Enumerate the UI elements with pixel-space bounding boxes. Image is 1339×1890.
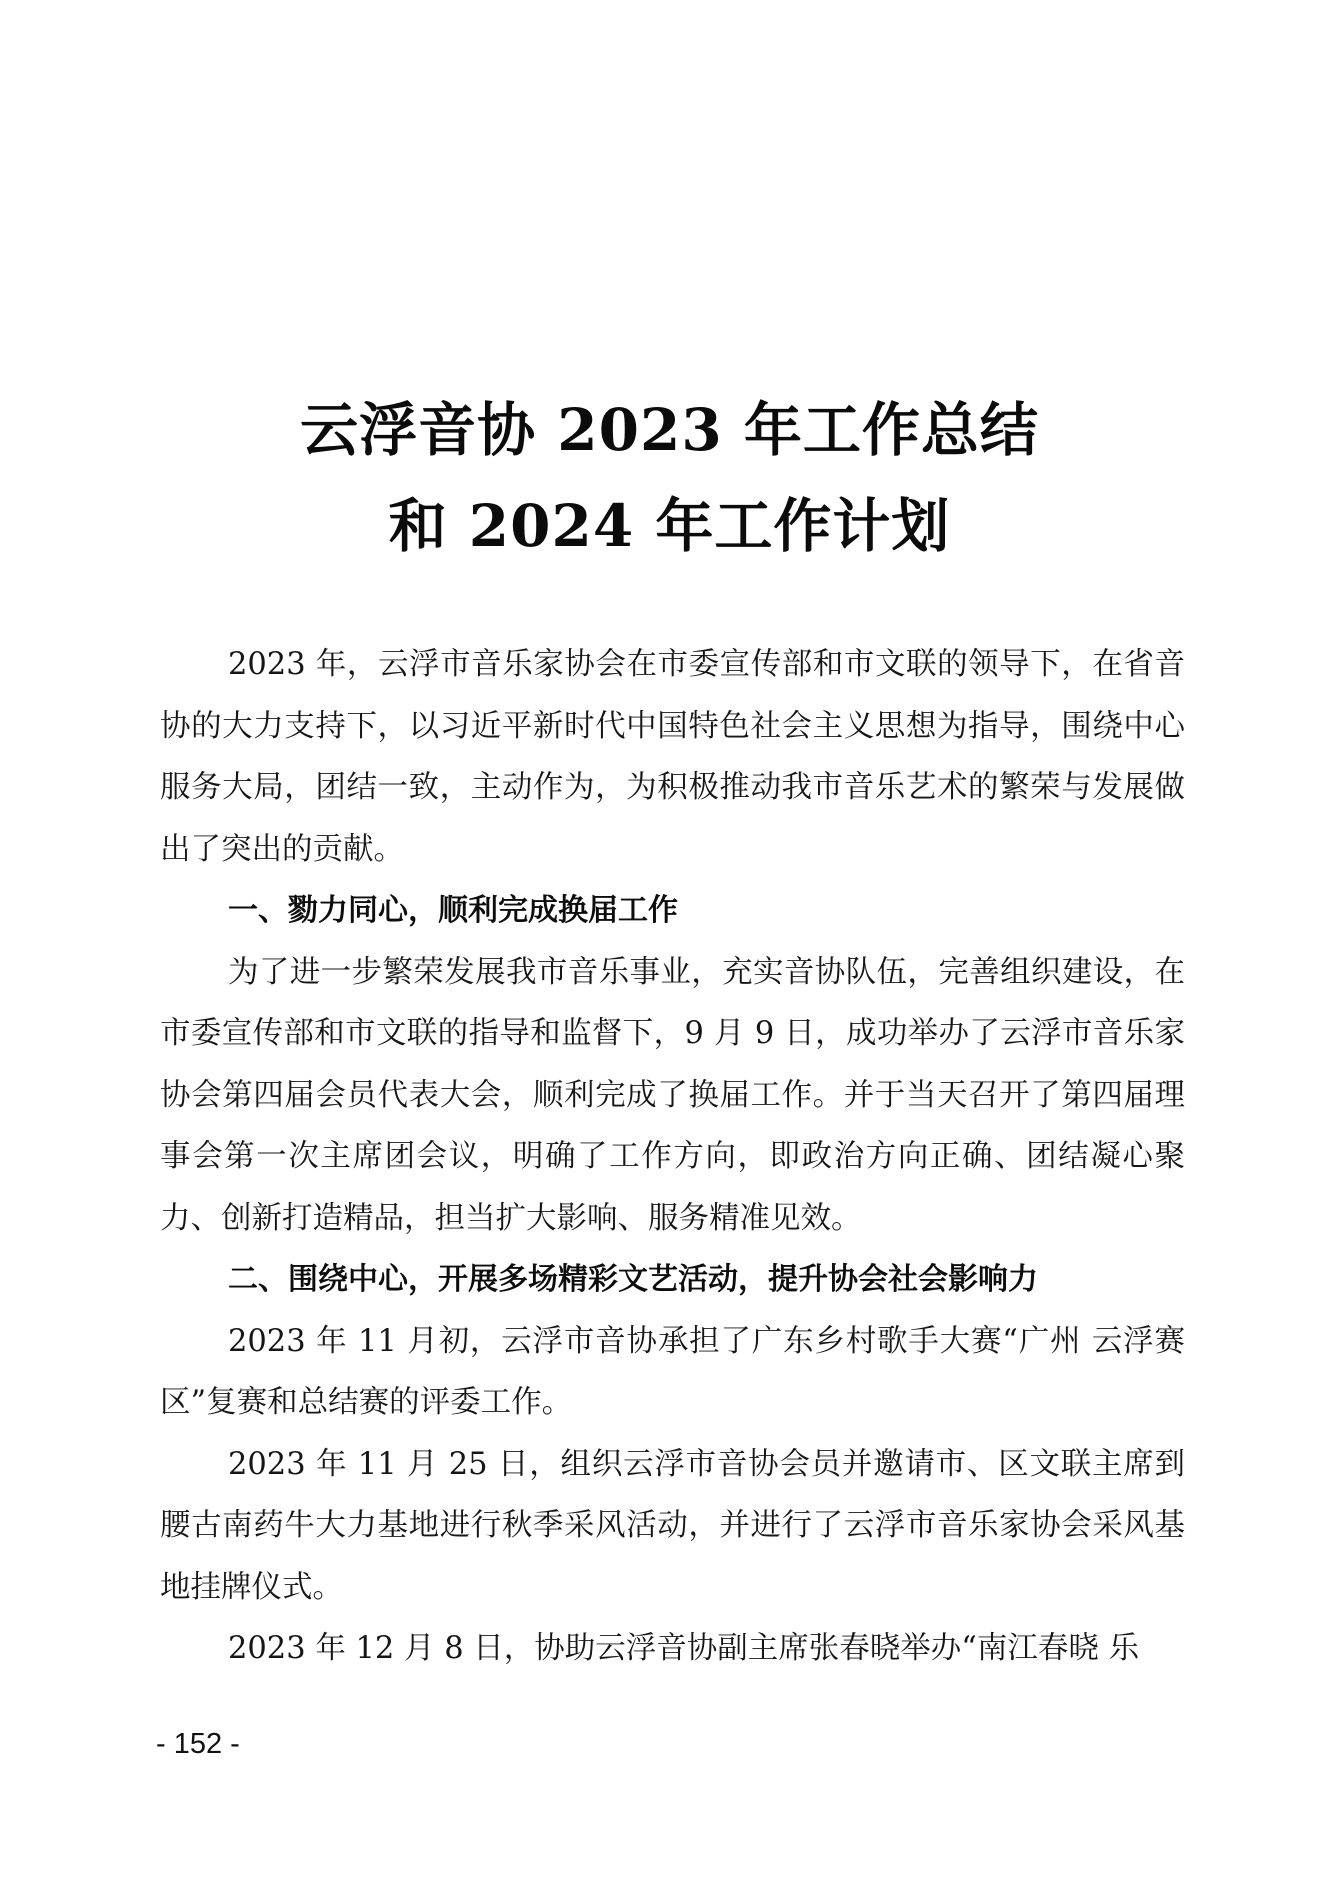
paragraph-december-8: 2023 年 12 月 8 日，协助云浮音协副主席张春晓举办“南江春晓 乐 [228,1631,1140,1666]
document-body [160,634,1185,1680]
document-title-line-2: 和 2024 年工作计划 [388,492,951,560]
paragraph-november-25: 2023 年 11 月 25 日，组织云浮市音协会员并邀请市、区文联主席到腰古南药牛大力基地进行秋季采风活动，并进行了云浮市音乐家协会采风基地挂牌仪式。 [160,1446,1185,1605]
page-number: - 152 - [156,1728,240,1760]
section-heading-1: 一、勠力同心，顺利完成换届工作 [228,893,678,928]
document-title-line-1: 云浮音协 2023 年工作总结 [300,396,1039,464]
paragraph-intro: 2023 年，云浮市音乐家协会在市委宣传部和市文联的领导下，在省音协的大力支持下，以习近平新时代中国特色社会主义思想为指导，围绕中心服务大局，团结一致，主动作为，为积极推动我市音乐艺术的繁荣与发展做出了突出的贡献。 [160,647,1185,867]
paragraph-election: 为了进一步繁荣发展我市音乐事业，充实音协队伍，完善组织建设，在市委宣传部和市文联的指导和监督下，9 月 9 日，成功举办了云浮市音乐家协会第四届会员代表大会，顺利完成了换届工作。并于当天召开了第四届理事会第一次主席团会议，明确了工作方向，即政治方向正确、团结凝心聚力、创新打造精品，担当扩大影响、服务精准见效。 [160,954,1185,1236]
paragraph-november-early: 2023 年 11 月初，云浮市音协承担了广东乡村歌手大赛“广州 云浮赛区”复赛和总结赛的评委工作。 [160,1323,1185,1420]
section-heading-2: 二、围绕中心，开展多场精彩文艺活动，提升协会社会影响力 [228,1262,1038,1297]
